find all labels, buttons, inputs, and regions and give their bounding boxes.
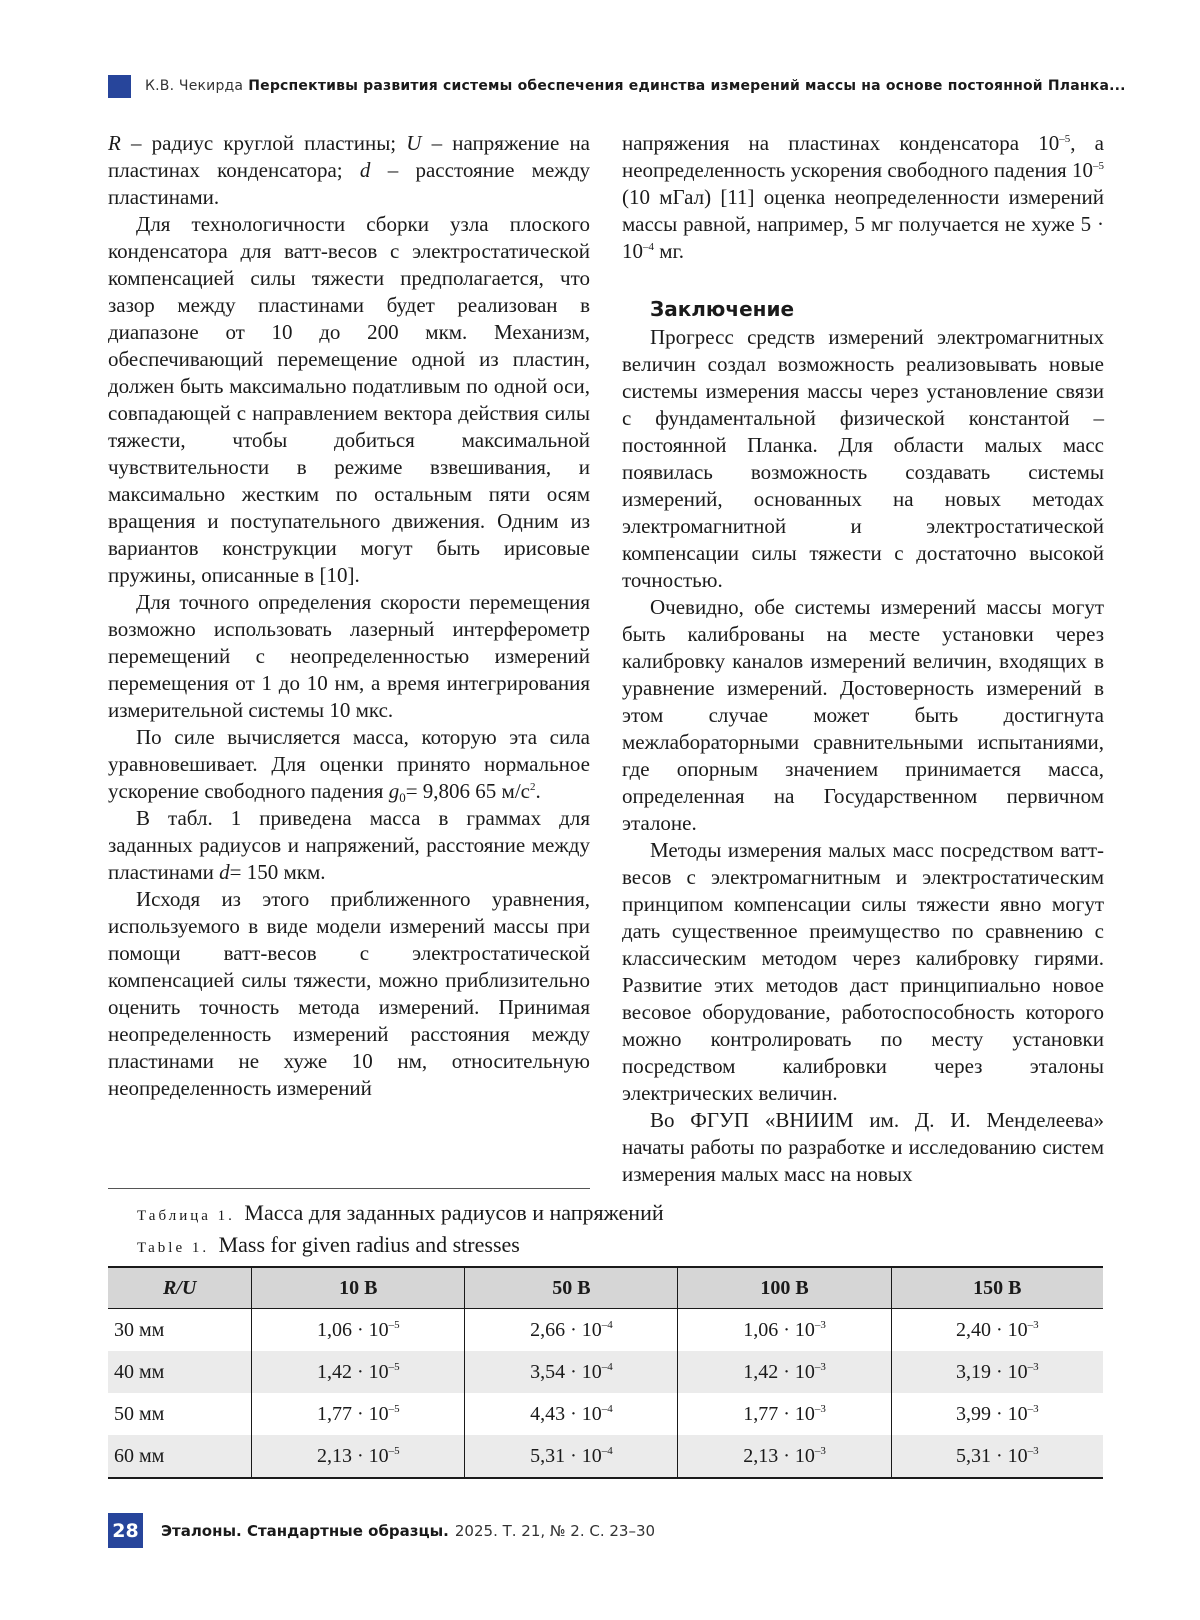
table-cell: $4,43 \cdot 10^{-4}$ <box>465 1393 678 1435</box>
page-footer <box>108 1513 655 1548</box>
table-header-cell: R/U <box>108 1267 252 1309</box>
paragraph-assembly: Для технологичности сборки узла плоского конденсатора для ватт-весов с электростатической компенсацией силы тяжести предполагается, что зазор между пластинами будет реализован в диапазоне от 10 до 200 мкм. Механизм, обеспечивающий перемещение одной из пластин, должен быть максимально податливым по одной оси, совпадающей с направлением вектора действия силы тяжести, чтобы добиться максимальной чувствительности в режиме взвешивания, и максимально жестким по остальным пяти осям вращения и поступательного движения. Одним из вариантов конструкции могут быть ирисовые пружины, описанные в [10]. <box>108 212 590 587</box>
table-cell: $2,13 \cdot 10^{-3}$ <box>678 1435 891 1478</box>
right-column <box>622 130 1104 1188</box>
paragraph-methods: Методы измерения малых масс посредством ватт-весов с электромагнитным и электростатическим принципом компенсации силы тяжести явно могут дать существенное преимущество по сравнению с классическим методом через калибровку гирями. Развитие этих методов даст принципиально новое весовое оборудование, работоспособность которого можно контролировать по месту установки посредством калибровки через эталоны электрических величин. <box>622 838 1104 1105</box>
header-author: К.В. Чекирда <box>145 78 244 94</box>
table-row <box>108 1309 1103 1352</box>
left-column <box>108 130 590 1102</box>
table-caption-en-label: Table 1. <box>137 1240 210 1256</box>
paragraph-vniim: Во ФГУП «ВНИИМ им. Д. И. Менделеева» начаты работы по разработке и исследованию систем измерения малых масс на новых <box>622 1108 1104 1186</box>
table-cell: $2,40 \cdot 10^{-3}$ <box>891 1309 1103 1352</box>
table-header-cell: 50 В <box>465 1267 678 1309</box>
header-title: Перспективы развития системы обеспечения единства измерений массы на основе постоянной Планка... <box>248 78 1126 94</box>
header-accent-square <box>108 75 131 98</box>
table-cell: $3,19 \cdot 10^{-3}$ <box>891 1351 1103 1393</box>
journal-citation: 2025. Т. 21, № 2. С. 23–30 <box>454 1521 656 1540</box>
table-header-row <box>108 1267 1103 1309</box>
row-label: 50 мм <box>114 1402 165 1425</box>
page-number: 28 <box>108 1513 143 1548</box>
journal-name: Эталоны. Стандартные образцы. <box>161 1521 449 1540</box>
table-header-cell: 150 В <box>891 1267 1103 1309</box>
table-caption-en-text: Mass for given radius and stresses <box>218 1232 520 1257</box>
row-label: 40 мм <box>108 1351 252 1393</box>
running-header <box>108 74 1126 98</box>
paragraph-interferometer: Для точного определения скорости перемещения возможно использовать лазерный интерферометр перемещений с неопределенностью измерений перемещения от 1 до 10 нм, а время интегрирования измерительной системы 10 мкс. <box>108 590 590 722</box>
table-cell: $1,06 \cdot 10^{-5}$ <box>252 1309 465 1352</box>
table-top-rule <box>108 1188 590 1189</box>
table-cell: $1,06 \cdot 10^{-3}$ <box>678 1309 891 1352</box>
paragraph-calibration: Очевидно, обе системы измерений массы могут быть калиброваны на месте установки через калибровку каналов измерений величин, входящих в уравнение измерений. Достоверность измерений в этом случае может быть достигнута межлабораторными сравнительными испытаниями, где опорным значением принимается масса, определенная на Государственном первичном эталоне. <box>622 595 1104 835</box>
paragraph-uncertainty: напряжения на пластинах конденсатора $10^{-5}$, а неопределенность ускорения свободного падения $10^{-5}$ (10 мГал) [11] оценка неопределенности измерений массы равной, например, 5 мг получается не хуже $5 \cdot 10^{-4}$ мг. <box>622 131 1104 263</box>
table-caption-en <box>137 1232 520 1258</box>
table-header-cell: 10 В <box>252 1267 465 1309</box>
paragraph-estimate: Исходя из этого приближенного уравнения, используемого в виде модели измерений массы при помощи ватт-весов с электростатической компенсацией силы тяжести, можно приблизительно оценить точность метода измерений. Принимая неопределенность измерений расстояния между пластинами не хуже 10 нм, относительную неопределенность измерений <box>108 887 590 1100</box>
table-row <box>108 1435 1103 1478</box>
row-label: 30 мм <box>114 1318 165 1341</box>
section-heading-conclusion: Заключение <box>650 297 795 321</box>
table-cell: $1,42 \cdot 10^{-3}$ <box>678 1351 891 1393</box>
table-cell: $3,99 \cdot 10^{-3}$ <box>891 1393 1103 1435</box>
table-cell: $1,42 \cdot 10^{-5}$ <box>252 1351 465 1393</box>
table-header-cell: 100 В <box>678 1267 891 1309</box>
table-cell: $1,77 \cdot 10^{-5}$ <box>252 1393 465 1435</box>
table-cell: $2,66 \cdot 10^{-4}$ <box>465 1309 678 1352</box>
table-cell: $5,31 \cdot 10^{-3}$ <box>891 1435 1103 1478</box>
table-caption-ru <box>137 1200 664 1226</box>
table-cell: $2,13 \cdot 10^{-5}$ <box>252 1435 465 1478</box>
table-caption-ru-text: Масса для заданных радиусов и напряжений <box>244 1200 664 1225</box>
table-cell: $5,31 \cdot 10^{-4}$ <box>465 1435 678 1478</box>
paragraph-progress: Прогресс средств измерений электромагнитных величин создал возможность реализовывать новые системы измерения массы через установление связи с фундаментальной физической константой – постоянной Планка. Для области малых масс появилась возможность создавать системы измерений, основанных на новых методах электромагнитной и электростатической компенсации силы тяжести с достаточно высокой точностью. <box>622 325 1104 592</box>
table-row <box>108 1393 1103 1435</box>
paragraph-table-ref: В табл. 1 приведена масса в граммах для заданных радиусов и напряжений, расстояние между пластинами d= 150 мкм. <box>108 806 590 884</box>
paragraph-force: По силе вычисляется масса, которую эта сила уравновешивает. Для оценки принято нормальное ускорение свободного падения $g_0= 9,806$ 65 $м/с^2$. <box>108 725 590 805</box>
table-row <box>108 1351 1103 1393</box>
mass-table <box>108 1266 1103 1479</box>
row-label: 60 мм <box>108 1435 252 1478</box>
paragraph-symbols: R – радиус круглой пластины; U – напряжение на пластинах конденсатора; d – расстояние между пластинами. <box>108 131 591 209</box>
table-cell: $1,77 \cdot 10^{-3}$ <box>678 1393 891 1435</box>
table-cell: $3,54 \cdot 10^{-4}$ <box>465 1351 678 1393</box>
table-caption-ru-label: Таблица 1. <box>137 1208 235 1224</box>
